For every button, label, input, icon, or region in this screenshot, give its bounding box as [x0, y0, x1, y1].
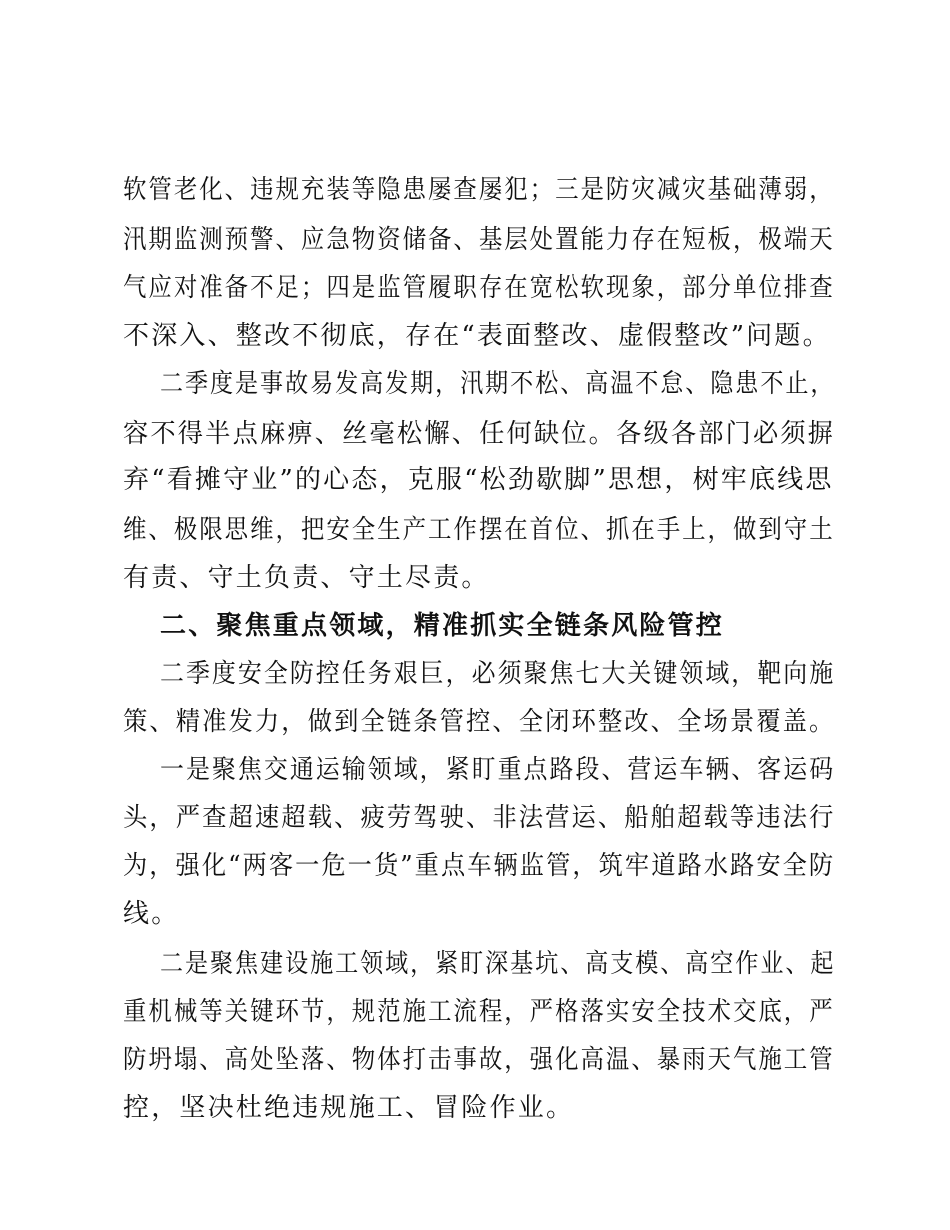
- text-line-14: 头，严查超速超载、疲劳驾驶、非法营运、船舶超载等违法行: [123, 803, 836, 833]
- section-heading: 二、聚焦重点领域，精准抓实全链条风险管控: [160, 611, 725, 641]
- text-line-7: 弃“看摊守业”的心态，克服“松劲歇脚”思想，树牢底线思: [123, 465, 834, 495]
- text-line-18: 重机械等关键环节，规范施工流程，严格落实安全技术交底，严: [123, 997, 835, 1027]
- text-line-19: 防坍塌、高处坠落、物体打击事故，强化高温、暴雨天气施工管: [123, 1045, 835, 1075]
- text-line-5: 二季度是事故易发高发期，汛期不松、高温不怠、隐患不止，: [160, 369, 836, 399]
- text-line-8: 维、极限思维，把安全生产工作摆在首位、抓在手上，做到守土: [123, 515, 835, 545]
- text-line-20: 控，坚决杜绝违规施工、冒险作业。: [123, 1093, 575, 1123]
- text-line-11: 二季度安全防控任务艰巨，必须聚焦七大关键领域，靶向施: [160, 659, 836, 689]
- text-line-16: 线。: [123, 899, 180, 929]
- text-line-12: 策、精准发力，做到全链条管控、全闭环整改、全场景覆盖。: [123, 707, 836, 737]
- text-line-1: 软管老化、违规充装等隐患屡查屡犯；三是防灾减灾基础薄弱，: [123, 175, 835, 205]
- text-line-13: 一是聚焦交通运输领域，紧盯重点路段、营运车辆、客运码: [160, 755, 836, 785]
- text-line-4: 不深入、整改不彻底，存在“表面整改、虚假整改”问题。: [123, 321, 831, 351]
- text-line-15: 为，强化“两客一危一货”重点车辆监管，筑牢道路水路安全防: [123, 851, 836, 881]
- text-line-6: 容不得半点麻痹、丝毫松懈、任何缺位。各级各部门必须摒: [123, 419, 836, 449]
- text-line-9: 有责、守土负责、守土尽责。: [123, 563, 490, 593]
- text-line-3: 气应对准备不足；四是监管履职存在宽松软现象，部分单位排查: [123, 273, 835, 303]
- text-line-2: 汛期监测预警、应急物资储备、基层处置能力存在短板，极端天: [123, 225, 835, 255]
- text-line-17: 二是聚焦建设施工领域，紧盯深基坑、高支模、高空作业、起: [160, 949, 836, 979]
